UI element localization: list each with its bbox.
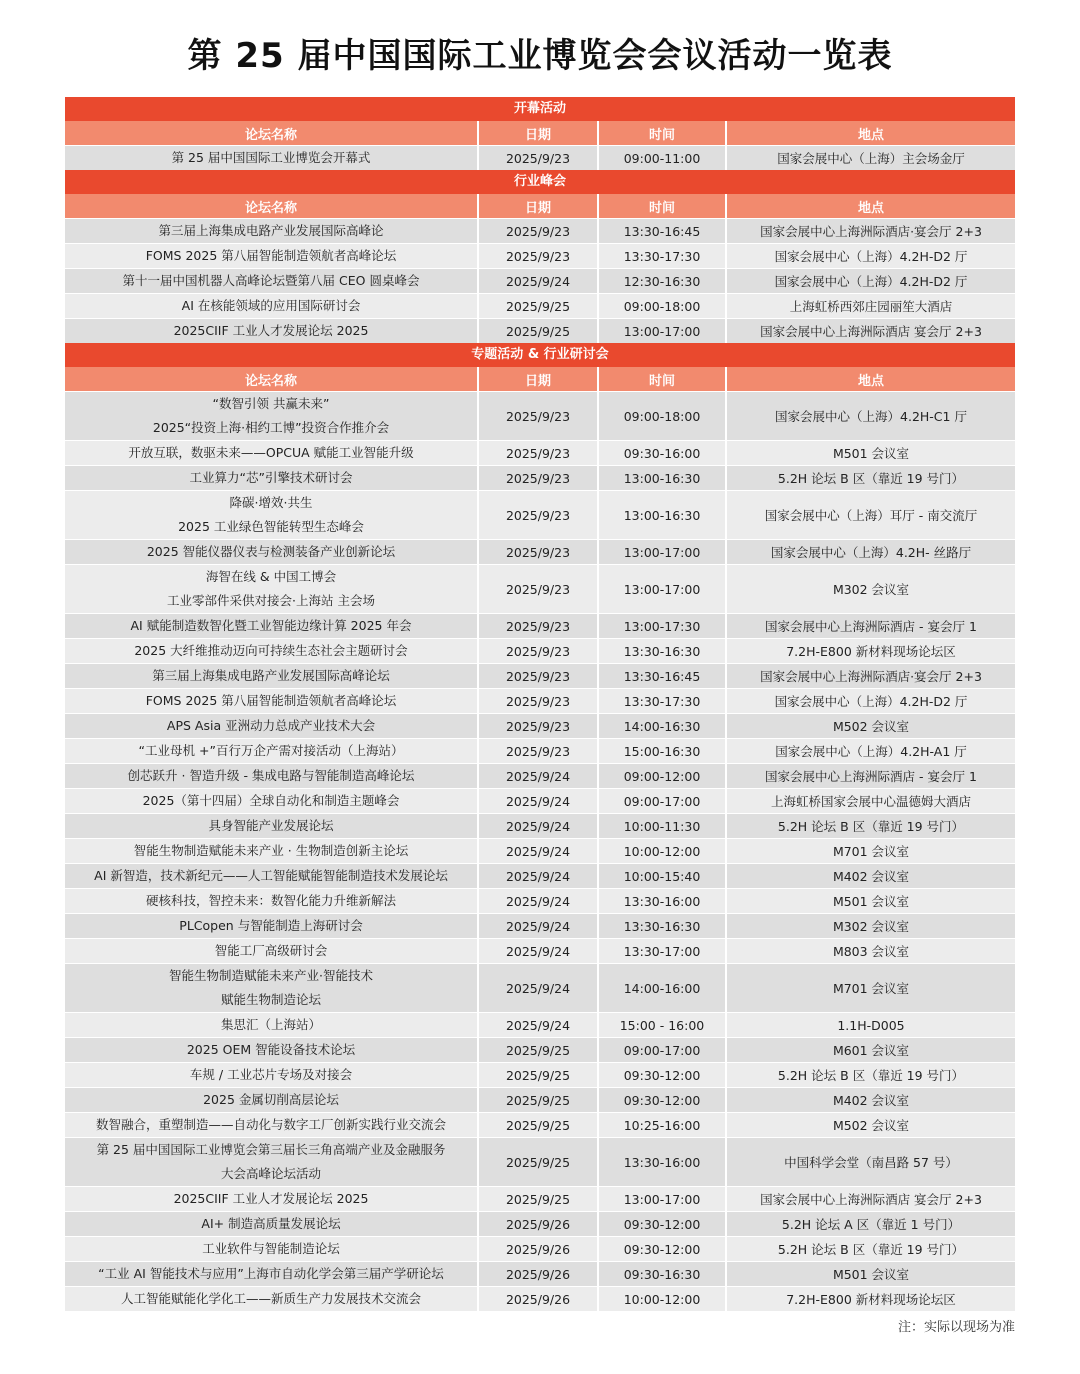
cell-venue: M803 会议室 xyxy=(725,939,1015,963)
forum-name-line: 集思汇（上海站） xyxy=(220,1017,321,1032)
table-row xyxy=(65,1137,1015,1186)
cell-date: 2025/9/23 xyxy=(477,689,597,713)
cell-date: 2025/9/25 xyxy=(477,319,597,343)
column-header-forum-name: 论坛名称 xyxy=(244,373,297,389)
cell-date: 2025/9/24 xyxy=(477,1013,597,1037)
cell-date: 2025/9/23 xyxy=(477,565,597,613)
cell-forum-name xyxy=(65,964,477,1012)
cell-time: 10:00-12:00 xyxy=(597,1287,725,1311)
table-row xyxy=(65,218,1015,243)
forum-name-line: FOMS 2025 第八届智能制造领航者高峰论坛 xyxy=(145,693,397,708)
cell-time: 09:00-12:00 xyxy=(597,764,725,788)
forum-name-line: 人工智能赋能化学化工——新质生产力发展技术交流会 xyxy=(120,1291,421,1306)
cell-venue: 上海虹桥国家会展中心温德姆大酒店 xyxy=(725,789,1015,813)
cell-forum-name xyxy=(65,1212,477,1236)
cell-time: 13:00-17:00 xyxy=(597,319,725,343)
cell-date: 2025/9/24 xyxy=(477,889,597,913)
cell-venue: 国家会展中心（上海）4.2H-A1 厅 xyxy=(725,739,1015,763)
cell-forum-name xyxy=(65,565,477,613)
forum-name-line: “数智引领 共赢未来” xyxy=(212,396,330,411)
cell-forum-name xyxy=(65,294,477,318)
cell-forum-name xyxy=(65,1187,477,1211)
cell-forum-name xyxy=(65,939,477,963)
cell-venue: 1.1H-D005 xyxy=(725,1013,1015,1037)
column-header-venue: 地点 xyxy=(725,367,1015,391)
cell-forum-name xyxy=(65,540,477,564)
table-row xyxy=(65,391,1015,440)
table-row xyxy=(65,963,1015,1012)
cell-venue: M402 会议室 xyxy=(725,1088,1015,1112)
cell-venue: M502 会议室 xyxy=(725,714,1015,738)
column-header-date: 日期 xyxy=(477,121,597,145)
cell-date: 2025/9/25 xyxy=(477,1187,597,1211)
cell-forum-name xyxy=(65,714,477,738)
cell-venue: 国家会展中心（上海）耳厅 - 南交流厅 xyxy=(725,491,1015,539)
table-row xyxy=(65,688,1015,713)
cell-time: 13:00-17:30 xyxy=(597,614,725,638)
cell-venue: 上海虹桥西郊庄园丽笙大酒店 xyxy=(725,294,1015,318)
forum-name-line: 车规 / 工业芯片专场及对接会 xyxy=(189,1067,353,1082)
cell-time: 12:30-16:30 xyxy=(597,269,725,293)
events-table xyxy=(65,97,1015,1311)
cell-venue: 国家会展中心上海洲际酒店·宴会厅 2+3 xyxy=(725,219,1015,243)
cell-forum-name xyxy=(65,319,477,343)
table-row xyxy=(65,1012,1015,1037)
table-row xyxy=(65,539,1015,564)
forum-name-line: 创芯跃升 · 智造升级 - 集成电路与智能制造高峰论坛 xyxy=(127,768,415,783)
forum-name-line: 2025CIIF 工业人才发展论坛 2025 xyxy=(173,323,369,338)
column-header-time: 时间 xyxy=(597,367,725,391)
cell-time: 13:30-17:30 xyxy=(597,244,725,268)
forum-name-line: 工业软件与智能制造论坛 xyxy=(202,1241,340,1256)
table-row xyxy=(65,318,1015,343)
forum-name-line: AI+ 制造高质量发展论坛 xyxy=(201,1216,341,1231)
table-row xyxy=(65,1186,1015,1211)
cell-date: 2025/9/25 xyxy=(477,1113,597,1137)
section-heading: 专题活动 & 行业研讨会 xyxy=(65,343,1015,367)
cell-time: 09:30-12:00 xyxy=(597,1088,725,1112)
column-header-row xyxy=(65,194,1015,218)
cell-forum-name xyxy=(65,814,477,838)
cell-time: 10:00-15:40 xyxy=(597,864,725,888)
cell-forum-name xyxy=(65,689,477,713)
forum-name-line: 第三届上海集成电路产业发展国际高峰论 xyxy=(158,223,384,238)
cell-forum-name xyxy=(65,864,477,888)
cell-time: 13:00-17:00 xyxy=(597,1187,725,1211)
cell-date: 2025/9/26 xyxy=(477,1237,597,1261)
cell-venue: M502 会议室 xyxy=(725,1113,1015,1137)
table-row xyxy=(65,243,1015,268)
cell-date: 2025/9/23 xyxy=(477,244,597,268)
cell-time: 13:00-17:00 xyxy=(597,540,725,564)
cell-venue: M701 会议室 xyxy=(725,839,1015,863)
cell-venue: 5.2H 论坛 A 区（靠近 1 号门） xyxy=(725,1212,1015,1236)
cell-forum-name xyxy=(65,639,477,663)
cell-time: 13:30-17:30 xyxy=(597,689,725,713)
cell-forum-name xyxy=(65,764,477,788)
forum-name-line: 2025 大纤维推动迈向可持续生态社会主题研讨会 xyxy=(134,643,408,658)
cell-date: 2025/9/24 xyxy=(477,939,597,963)
table-row xyxy=(65,1087,1015,1112)
forum-name-line: “工业 AI 智能技术与应用”上海市自动化学会第三届产学研论坛 xyxy=(98,1266,444,1281)
cell-venue: 国家会展中心（上海）4.2H- 丝路厅 xyxy=(725,540,1015,564)
cell-time: 13:30-17:00 xyxy=(597,939,725,963)
forum-name-line: 海智在线 & 中国工博会 xyxy=(205,569,337,584)
table-row xyxy=(65,638,1015,663)
cell-date: 2025/9/26 xyxy=(477,1262,597,1286)
cell-date: 2025/9/24 xyxy=(477,864,597,888)
column-header-date: 日期 xyxy=(477,194,597,218)
cell-venue: 中国科学会堂（南昌路 57 号） xyxy=(725,1138,1015,1186)
cell-time: 13:30-16:00 xyxy=(597,889,725,913)
cell-forum-name xyxy=(65,1138,477,1186)
column-header-time: 时间 xyxy=(597,121,725,145)
forum-name-line: 具身智能产业发展论坛 xyxy=(208,818,334,833)
cell-venue: 国家会展中心上海洲际酒店 宴会厅 2+3 xyxy=(725,319,1015,343)
forum-name-line: 第三届上海集成电路产业发展国际高峰论坛 xyxy=(152,668,390,683)
table-row xyxy=(65,293,1015,318)
cell-date: 2025/9/25 xyxy=(477,1088,597,1112)
cell-date: 2025/9/23 xyxy=(477,614,597,638)
cell-forum-name xyxy=(65,739,477,763)
cell-date: 2025/9/24 xyxy=(477,914,597,938)
forum-name-line: 2025 金属切削高层论坛 xyxy=(203,1092,339,1107)
forum-name-line: 2025 工业绿色智能转型生态峰会 xyxy=(178,519,364,534)
cell-date: 2025/9/23 xyxy=(477,146,597,170)
forum-name-line: 智能工厂高级研讨会 xyxy=(214,943,328,958)
cell-forum-name xyxy=(65,146,477,170)
table-row xyxy=(65,763,1015,788)
forum-name-line: 2025 OEM 智能设备技术论坛 xyxy=(186,1042,356,1057)
cell-time: 10:00-12:00 xyxy=(597,839,725,863)
cell-date: 2025/9/25 xyxy=(477,294,597,318)
cell-forum-name xyxy=(65,914,477,938)
footnote: 注：实际以现场为准 xyxy=(897,1320,1015,1335)
cell-time: 15:00 - 16:00 xyxy=(597,1013,725,1037)
cell-time: 09:30-12:00 xyxy=(597,1237,725,1261)
forum-name-line: “工业母机 +”百行万企产需对接活动（上海站） xyxy=(138,743,404,758)
forum-name-line: 数智融合，重塑制造——自动化与数字工厂创新实践行业交流会 xyxy=(95,1117,446,1132)
cell-date: 2025/9/26 xyxy=(477,1212,597,1236)
table-row xyxy=(65,465,1015,490)
forum-name-line: AI 在核能领域的应用国际研讨会 xyxy=(181,298,361,313)
table-row xyxy=(65,268,1015,293)
cell-venue: 国家会展中心上海洲际酒店 - 宴会厅 1 xyxy=(725,614,1015,638)
forum-name-line: APS Asia 亚洲动力总成产业技术大会 xyxy=(166,718,376,733)
cell-venue: 7.2H-E800 新材料现场论坛区 xyxy=(725,639,1015,663)
table-row xyxy=(65,863,1015,888)
cell-date: 2025/9/25 xyxy=(477,1038,597,1062)
forum-name-line: 2025（第十四届）全球自动化和制造主题峰会 xyxy=(142,793,400,808)
cell-time: 10:25-16:00 xyxy=(597,1113,725,1137)
table-row xyxy=(65,913,1015,938)
table-row xyxy=(65,888,1015,913)
cell-forum-name xyxy=(65,1038,477,1062)
cell-time: 09:00-17:00 xyxy=(597,1038,725,1062)
table-row xyxy=(65,1062,1015,1087)
forum-name-line: 开放互联，数驱未来——OPCUA 赋能工业智能升级 xyxy=(128,445,414,460)
cell-forum-name xyxy=(65,269,477,293)
forum-name-line: 赋能生物制造论坛 xyxy=(220,992,321,1007)
table-row xyxy=(65,738,1015,763)
cell-date: 2025/9/25 xyxy=(477,1063,597,1087)
cell-forum-name xyxy=(65,244,477,268)
cell-date: 2025/9/23 xyxy=(477,664,597,688)
forum-name-line: 2025“投资上海·相约工博”投资合作推介会 xyxy=(152,420,390,435)
page-title: 第 25 届中国国际工业博览会会议活动一览表 xyxy=(187,36,893,76)
table-row xyxy=(65,938,1015,963)
cell-forum-name xyxy=(65,1063,477,1087)
cell-venue: 国家会展中心上海洲际酒店 宴会厅 2+3 xyxy=(725,1187,1015,1211)
cell-forum-name xyxy=(65,392,477,440)
column-header-time: 时间 xyxy=(597,194,725,218)
forum-name-line: 硬核科技，智控未来：数智化能力升维新解法 xyxy=(145,893,396,908)
cell-date: 2025/9/23 xyxy=(477,639,597,663)
cell-date: 2025/9/25 xyxy=(477,1138,597,1186)
cell-forum-name xyxy=(65,789,477,813)
cell-date: 2025/9/23 xyxy=(477,441,597,465)
cell-venue: 5.2H 论坛 B 区（靠近 19 号门） xyxy=(725,1063,1015,1087)
cell-date: 2025/9/24 xyxy=(477,814,597,838)
cell-venue: 国家会展中心（上海）主会场金厅 xyxy=(725,146,1015,170)
cell-venue: M701 会议室 xyxy=(725,964,1015,1012)
table-row xyxy=(65,713,1015,738)
cell-date: 2025/9/24 xyxy=(477,269,597,293)
cell-date: 2025/9/26 xyxy=(477,1287,597,1311)
cell-time: 13:30-16:30 xyxy=(597,914,725,938)
forum-name-line: 第十一届中国机器人高峰论坛暨第八届 CEO 圆桌峰会 xyxy=(122,273,420,288)
table-row xyxy=(65,1211,1015,1236)
forum-name-line: 第 25 届中国国际工业博览会开幕式 xyxy=(171,150,371,165)
cell-time: 13:30-16:45 xyxy=(597,664,725,688)
table-row xyxy=(65,813,1015,838)
cell-time: 13:30-16:45 xyxy=(597,219,725,243)
table-row xyxy=(65,440,1015,465)
cell-date: 2025/9/23 xyxy=(477,219,597,243)
section-heading: 行业峰会 xyxy=(65,170,1015,194)
cell-date: 2025/9/24 xyxy=(477,964,597,1012)
cell-forum-name xyxy=(65,219,477,243)
column-header-forum-name: 论坛名称 xyxy=(244,127,297,143)
forum-name-line: FOMS 2025 第八届智能制造领航者高峰论坛 xyxy=(145,248,397,263)
table-row xyxy=(65,838,1015,863)
cell-time: 10:00-11:30 xyxy=(597,814,725,838)
forum-name-line: 降碳·增效·共生 xyxy=(229,495,313,510)
column-header-row xyxy=(65,121,1015,145)
cell-forum-name xyxy=(65,839,477,863)
cell-venue: 国家会展中心（上海）4.2H-C1 厅 xyxy=(725,392,1015,440)
cell-forum-name xyxy=(65,664,477,688)
cell-venue: 5.2H 论坛 B 区（靠近 19 号门） xyxy=(725,1237,1015,1261)
table-row xyxy=(65,490,1015,539)
cell-venue: 国家会展中心上海洲际酒店·宴会厅 2+3 xyxy=(725,664,1015,688)
forum-name-line: 智能生物制造赋能未来产业·智能技术 xyxy=(169,968,373,983)
cell-forum-name xyxy=(65,491,477,539)
forum-name-line: PLCopen 与智能制造上海研讨会 xyxy=(179,918,363,933)
table-row xyxy=(65,564,1015,613)
cell-date: 2025/9/23 xyxy=(477,466,597,490)
forum-name-line: 工业算力“芯”引擎技术研讨会 xyxy=(189,470,353,485)
cell-time: 14:00-16:30 xyxy=(597,714,725,738)
cell-time: 09:00-17:00 xyxy=(597,789,725,813)
column-header-venue: 地点 xyxy=(725,194,1015,218)
cell-date: 2025/9/23 xyxy=(477,392,597,440)
cell-forum-name xyxy=(65,1262,477,1286)
table-row xyxy=(65,1037,1015,1062)
forum-name-line: 2025 智能仪器仪表与检测装备产业创新论坛 xyxy=(146,544,396,559)
cell-time: 09:00-18:00 xyxy=(597,392,725,440)
column-header-date: 日期 xyxy=(477,367,597,391)
cell-forum-name xyxy=(65,1237,477,1261)
cell-time: 09:00-11:00 xyxy=(597,146,725,170)
cell-venue: 国家会展中心（上海）4.2H-D2 厅 xyxy=(725,689,1015,713)
forum-name-line: 工业零部件采供对接会·上海站 主会场 xyxy=(167,593,375,608)
cell-venue: 国家会展中心上海洲际酒店 - 宴会厅 1 xyxy=(725,764,1015,788)
table-row xyxy=(65,1286,1015,1311)
cell-time: 13:00-16:30 xyxy=(597,466,725,490)
forum-name-line: AI 新智造，技术新纪元——人工智能赋能智能制造技术发展论坛 xyxy=(94,868,448,883)
cell-venue: M501 会议室 xyxy=(725,441,1015,465)
cell-time: 09:30-16:00 xyxy=(597,441,725,465)
table-row xyxy=(65,1236,1015,1261)
cell-venue: M402 会议室 xyxy=(725,864,1015,888)
cell-time: 09:00-18:00 xyxy=(597,294,725,318)
column-header-forum-name: 论坛名称 xyxy=(244,200,297,216)
cell-forum-name xyxy=(65,1113,477,1137)
forum-name-line: 2025CIIF 工业人才发展论坛 2025 xyxy=(173,1191,369,1206)
section-heading: 开幕活动 xyxy=(65,97,1015,121)
table-row xyxy=(65,663,1015,688)
forum-name-line: 大会高峰论坛活动 xyxy=(220,1166,321,1181)
cell-date: 2025/9/23 xyxy=(477,714,597,738)
cell-forum-name xyxy=(65,1088,477,1112)
cell-venue: 国家会展中心（上海）4.2H-D2 厅 xyxy=(725,244,1015,268)
cell-forum-name xyxy=(65,1013,477,1037)
cell-time: 13:30-16:00 xyxy=(597,1138,725,1186)
cell-time: 09:30-16:30 xyxy=(597,1262,725,1286)
table-row xyxy=(65,1112,1015,1137)
cell-time: 13:00-16:30 xyxy=(597,491,725,539)
cell-forum-name xyxy=(65,1287,477,1311)
cell-time: 15:00-16:30 xyxy=(597,739,725,763)
cell-venue: 5.2H 论坛 B 区（靠近 19 号门） xyxy=(725,466,1015,490)
cell-venue: 国家会展中心（上海）4.2H-D2 厅 xyxy=(725,269,1015,293)
table-row xyxy=(65,788,1015,813)
cell-forum-name xyxy=(65,889,477,913)
cell-venue: M601 会议室 xyxy=(725,1038,1015,1062)
table-row xyxy=(65,145,1015,170)
cell-venue: M501 会议室 xyxy=(725,1262,1015,1286)
cell-forum-name xyxy=(65,614,477,638)
cell-venue: 7.2H-E800 新材料现场论坛区 xyxy=(725,1287,1015,1311)
cell-time: 09:30-12:00 xyxy=(597,1063,725,1087)
cell-time: 13:00-17:00 xyxy=(597,565,725,613)
table-row xyxy=(65,1261,1015,1286)
cell-time: 13:30-16:30 xyxy=(597,639,725,663)
cell-forum-name xyxy=(65,466,477,490)
forum-name-line: 智能生物制造赋能未来产业 · 生物制造创新主论坛 xyxy=(133,843,409,858)
cell-date: 2025/9/23 xyxy=(477,491,597,539)
cell-venue: 5.2H 论坛 B 区（靠近 19 号门） xyxy=(725,814,1015,838)
cell-time: 14:00-16:00 xyxy=(597,964,725,1012)
cell-venue: M302 会议室 xyxy=(725,565,1015,613)
cell-date: 2025/9/24 xyxy=(477,839,597,863)
cell-date: 2025/9/23 xyxy=(477,739,597,763)
cell-date: 2025/9/24 xyxy=(477,789,597,813)
cell-forum-name xyxy=(65,441,477,465)
cell-venue: M302 会议室 xyxy=(725,914,1015,938)
column-header-venue: 地点 xyxy=(725,121,1015,145)
table-row xyxy=(65,613,1015,638)
cell-time: 09:30-12:00 xyxy=(597,1212,725,1236)
column-header-row xyxy=(65,367,1015,391)
cell-date: 2025/9/23 xyxy=(477,540,597,564)
forum-name-line: 第 25 届中国国际工业博览会第三届长三角高端产业及金融服务 xyxy=(96,1142,446,1157)
cell-venue: M501 会议室 xyxy=(725,889,1015,913)
cell-date: 2025/9/24 xyxy=(477,764,597,788)
forum-name-line: AI 赋能制造数智化暨工业智能边缘计算 2025 年会 xyxy=(130,618,412,633)
